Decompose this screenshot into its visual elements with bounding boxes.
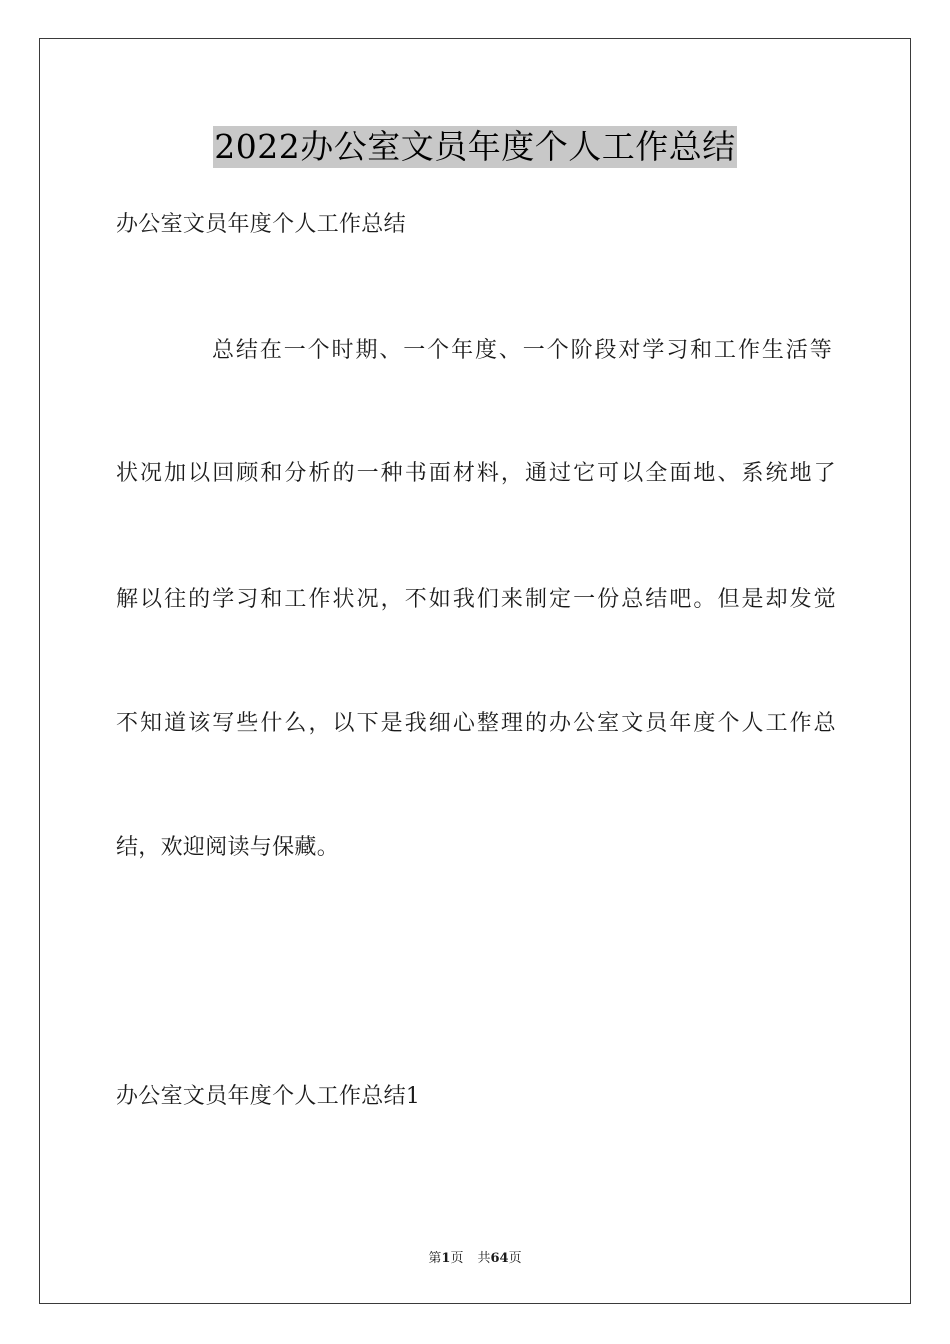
page-footer bbox=[0, 1247, 950, 1266]
footer-page-prefix: 第 bbox=[428, 1251, 442, 1266]
section-heading: 办公室文员年度个人工作总结1 bbox=[116, 1084, 421, 1109]
footer-total-prefix: 共 bbox=[477, 1251, 491, 1266]
body-line-4: 不知道该写些什么，以下是我细心整理的办公室文员年度个人工作总 bbox=[116, 711, 836, 736]
footer-total-pages: 64 bbox=[490, 1251, 509, 1266]
body-line-3: 解以往的学习和工作状况，不如我们来制定一份总结吧。但是却发觉 bbox=[116, 587, 836, 612]
document-subtitle: 办公室文员年度个人工作总结 bbox=[116, 212, 406, 237]
footer-page-number: 1 bbox=[441, 1251, 451, 1266]
footer-total-suffix: 页 bbox=[508, 1251, 522, 1266]
document-title: 2022办公室文员年度个人工作总结 bbox=[214, 127, 736, 166]
body-line-1: 总结在一个时期、一个年度、一个阶段对学习和工作生活等 bbox=[212, 338, 832, 363]
footer-page-suffix: 页 bbox=[450, 1251, 464, 1266]
body-line-5: 结，欢迎阅读与保藏。 bbox=[116, 835, 340, 860]
body-line-2: 状况加以回顾和分析的一种书面材料，通过它可以全面地、系统地了 bbox=[116, 461, 836, 486]
title-container bbox=[0, 126, 950, 168]
